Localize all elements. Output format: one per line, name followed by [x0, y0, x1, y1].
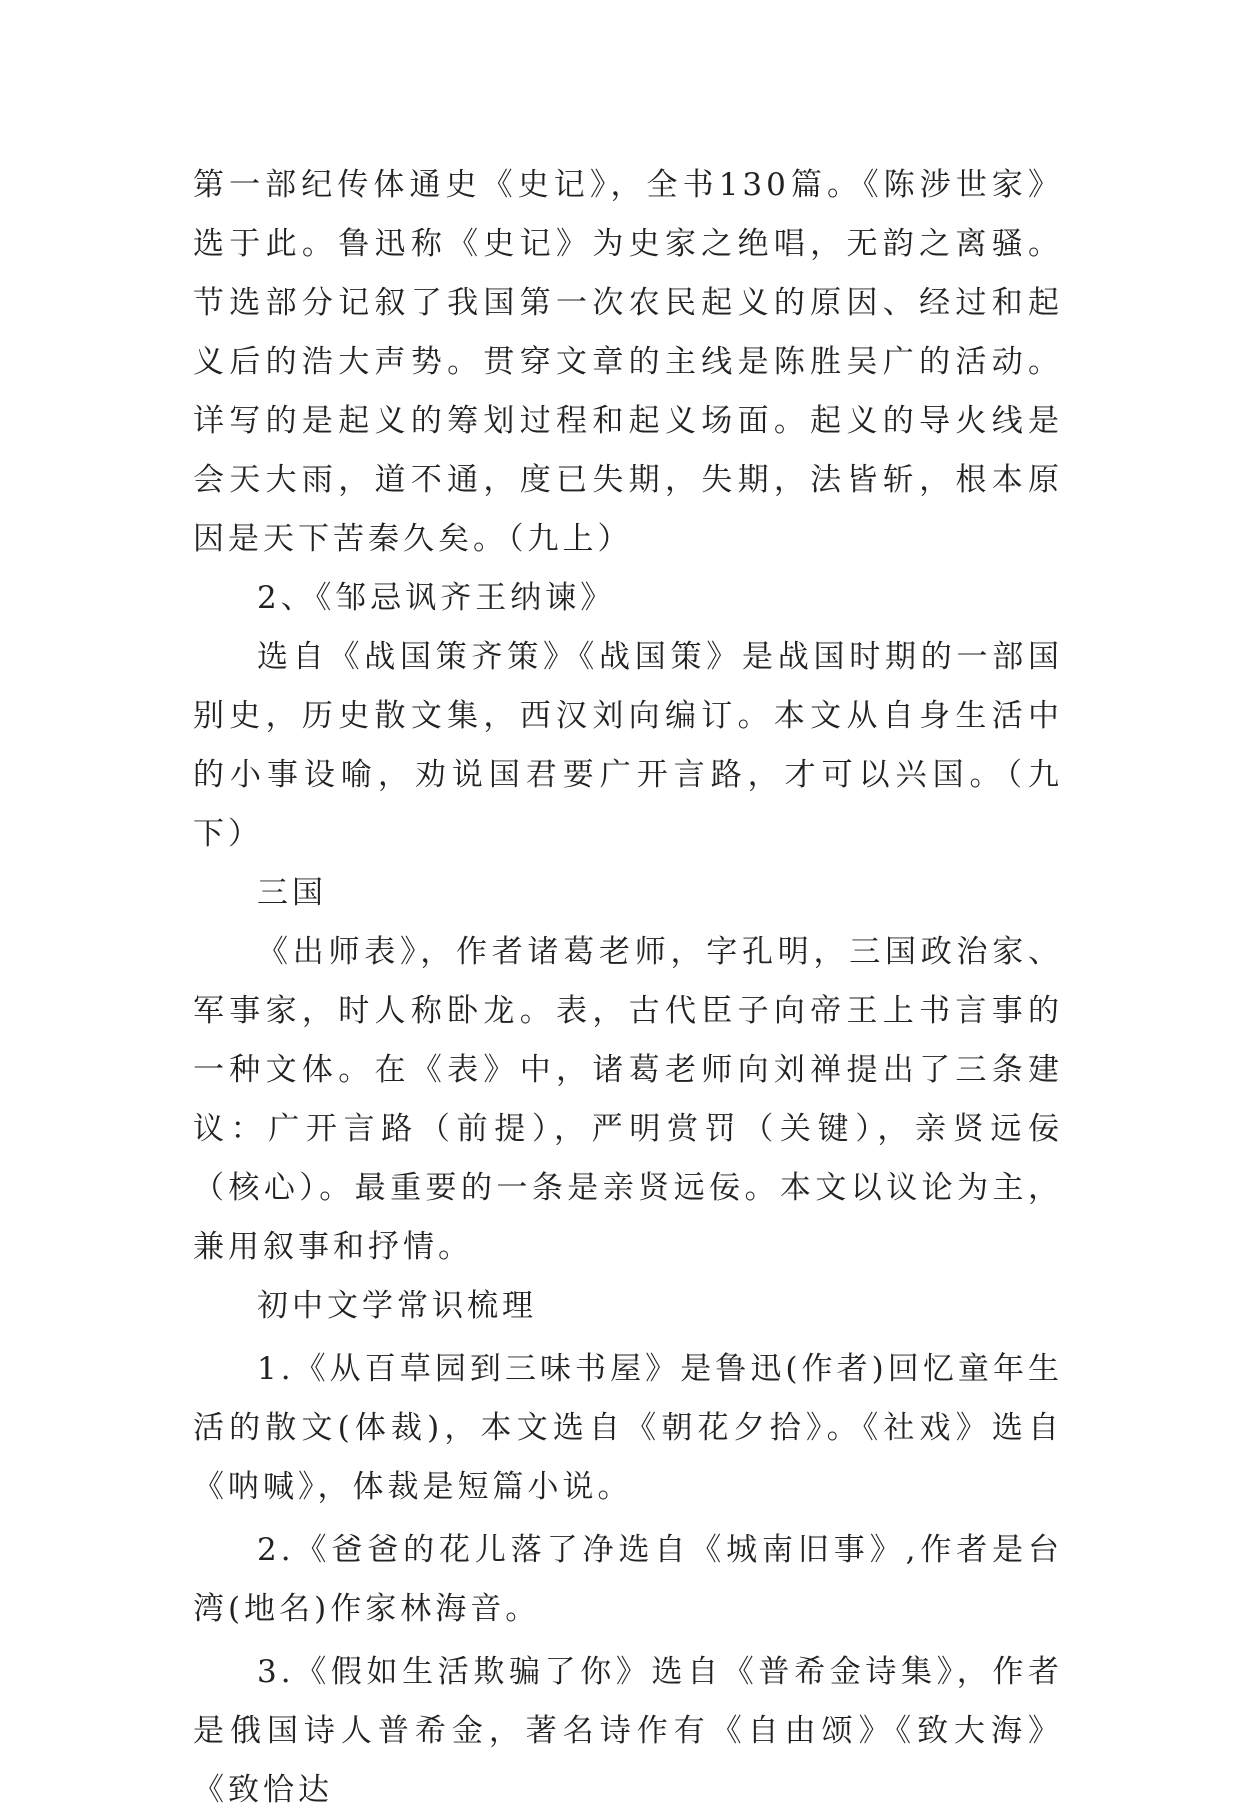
paragraph-zhanguoce: 选自《战国策齐策》《战国策》是战国时期的一部国别史，历史散文集，西汉刘向编订。本文从自身生活中的小事设喻，劝说国君要广开言路，才可以兴国。（九下）: [193, 639, 1063, 852]
paragraph-shiji: 第一部纪传体通史《史记》，全书130篇。《陈涉世家》选于此。鲁迅称《史记》为史家之绝唱，无韵之离骚。节选部分记叙了我国第一次农民起义的原因、经过和起义后的浩大声势。贯穿文章的主线是陈胜吴广的活动。详写的是起义的筹划过程和起义场面。起义的导火线是会天大雨，道不通，度已失期，失期，法皆斩，根本原因是天下苦秦久矣。（九上）: [193, 167, 1063, 557]
list-item-1: 1.《从百草园到三味书屋》是鲁迅(作者)回忆童年生活的散文(体裁)，本文选自《朝花夕拾》。《社戏》选自《呐喊》，体裁是短篇小说。: [193, 1351, 1063, 1505]
heading-literature-overview: 初中文学常识梳理: [257, 1288, 537, 1324]
heading-zouji: 2、《邹忌讽齐王纳谏》: [257, 580, 616, 616]
list-item-3: 3.《假如生活欺骗了你》选自《普希金诗集》，作者是俄国诗人普希金，著名诗作有《自由颂》《致大海》《致恰达: [193, 1654, 1063, 1808]
paragraph-chushibiao: 《出师表》，作者诸葛老师，字孔明，三国政治家、军事家，时人称卧龙。表，古代臣子向帝王上书言事的一种文体。在《表》中，诸葛老师向刘禅提出了三条建议：广开言路（前提），严明赏罚（关键），亲贤远佞（核心）。最重要的一条是亲贤远佞。本文以议论为主，兼用叙事和抒情。: [193, 934, 1063, 1265]
document-body: [193, 156, 1063, 1820]
heading-sanguo: 三国: [257, 875, 327, 911]
list-item-2: 2.《爸爸的花儿落了净选自《城南旧事》,作者是台湾(地名)作家林海音。: [193, 1532, 1063, 1627]
